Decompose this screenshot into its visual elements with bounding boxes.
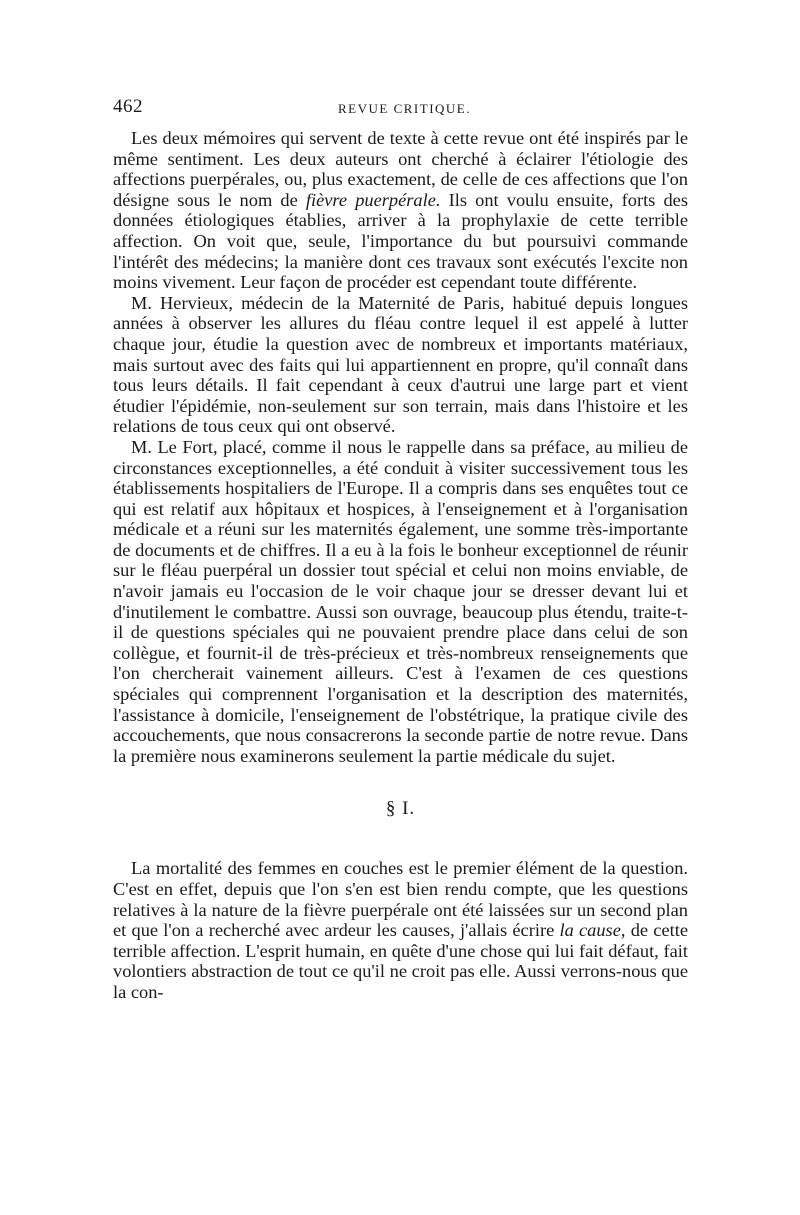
- paragraph-hervieux-text: M. Hervieux, médecin de la Maternité de Paris, habitué depuis longues années à observer les allures du fléau contre lequel il est appelé à lutter chaque jour, étudie la question avec de nombreux et importants matériaux, mais surtout avec des faits qui lui appartiennent en propre, qu'il connaît dans tous leurs détails. Il fait cependant à ceux d'autrui une large part et vient étudier l'épidémie, non-seulement sur son terrain, mais dans l'histoire et les relations de tous ceux qui ont observé.: [113, 292, 688, 437]
- paragraph-intro-text: Les deux mémoires qui servent de texte à cette revue ont été inspirés par le même sentiment. Les deux auteurs ont cherché à éclairer l'étiologie des affections puerpérales, ou, plus exactement, de celle de ces affections que l'on désigne sous le nom de: [113, 128, 688, 210]
- document-page: [113, 96, 688, 1003]
- journal-title: REVUE CRITIQUE.: [338, 101, 471, 116]
- article-body: [113, 128, 688, 1003]
- paragraph-mortalite-text-end: , de cette terrible affection. L'esprit humain, en quête d'une chose qui lui fait défaut, fait volontiers abstraction de tout ce qu'il ne croit pas elle. Aussi verrons-nous que la con-: [113, 920, 688, 1002]
- paragraph-intro-text-end: Ils ont voulu ensuite, forts des données étiologiques établies, arriver à la prophylaxie de cette terrible affection. On voit que, seule, l'importance du but poursuivi commande l'intérêt des médecins; la manière dont ces travaux sont exécutés l'excite non moins vivement. Leur façon de procéder est cependant toute différente.: [113, 189, 688, 293]
- paragraph-mortalite-text: La mortalité des femmes en couches est le premier élément de la question. C'est en effet, depuis que l'on s'en est bien rendu compte, que les questions relatives à la nature de la fièvre puerpérale ont été laissées sur un second plan et que l'on a recherché avec ardeur les causes, j'allais écrire: [113, 858, 688, 941]
- page-number: 462: [113, 96, 143, 117]
- paragraph-intro-emphasis: fièvre puerpérale.: [305, 189, 441, 210]
- paragraph-mortalite-emphasis: la cause: [559, 920, 621, 941]
- paragraph-le-fort-text: M. Le Fort, placé, comme il nous le rappelle dans sa préface, au milieu de circonstances exceptionnelles, a été conduit à visiter successivement tous les établissements hospitaliers de l'Europe. Il a compris dans ses enquêtes tout ce qui est relatif aux hôpitaux et hospices, à l'enseignement et à l'organisation médicale et a réuni sur les maternités également, une somme très-importante de documents et de chiffres. Il a eu à la fois le bonheur exceptionnel de réunir sur le fléau puerpéral un dossier tout spécial et celui non moins enviable, de n'avoir jamais eu l'occasion de le voir chaque jour se dresser devant lui et d'inutilement le combattre. Aussi son ouvrage, beaucoup plus étendu, traite-t-il de questions spéciales qui ne pouvaient prendre place dans celui de son collègue, et fournit-il de très-précieux et très-nombreux renseignements que l'on chercherait vainement ailleurs. C'est à l'examen de ces questions spéciales qui comprennent l'organisation et la description des maternités, l'assistance à domicile, l'enseignement de l'obstétrique, la pratique civile des accouchements, que nous consacrerons la seconde partie de notre revue. Dans la première nous examinerons seulement la partie médicale du sujet.: [113, 436, 688, 766]
- paragraph-intro: [113, 128, 688, 293]
- paragraph-le-fort: [113, 437, 688, 767]
- paragraph-hervieux: [113, 293, 688, 437]
- section-heading: § I.: [385, 798, 416, 820]
- paragraph-mortalite: [113, 858, 688, 1002]
- running-head: [113, 96, 688, 120]
